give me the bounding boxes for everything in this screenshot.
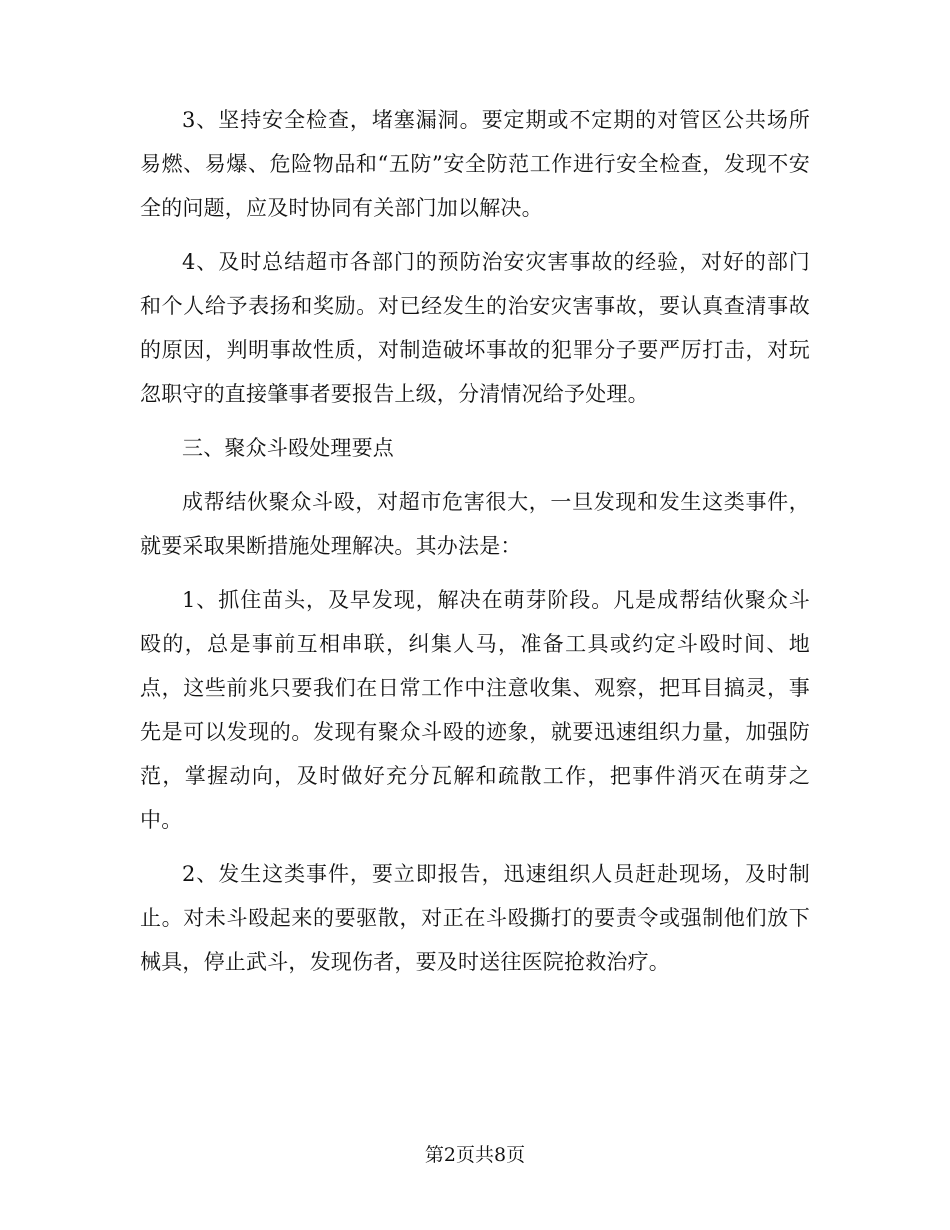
document-body <box>140 98 810 984</box>
paragraph-item-3: 3、坚持安全检查，堵塞漏洞。要定期或不定期的对管区公共场所易燃、易爆、危险物品和“五防”安全防范工作进行安全检查，发现不安全的问题，应及时协同有关部门加以解决。 <box>140 108 810 220</box>
paragraph-item-1: 1、抓住苗头，及早发现，解决在萌芽阶段。凡是成帮结伙聚众斗殴的，总是事前互相串联，纠集人马，准备工具或约定斗殴时间、地点，这些前兆只要我们在日常工作中注意收集、观察，把耳目搞灵，事先是可以发现的。发现有聚众斗殴的迹象，就要迅速组织力量，加强防范，掌握动向，及时做好充分瓦解和疏散工作，把事件消灭在萌芽之中。 <box>140 588 810 832</box>
paragraph-item-2: 2、发生这类事件，要立即报告，迅速组织人员赶赴现场，及时制止。对未斗殴起来的要驱散，对正在斗殴撕打的要责令或强制他们放下械具，停止武斗，发现伤者，要及时送往医院抢救治疗。 <box>140 862 810 974</box>
paragraph-item-4: 4、及时总结超市各部门的预防治安灾害事故的经验，对好的部门和个人给予表扬和奖励。对已经发生的治安灾害事故，要认真查清事故的原因，判明事故性质，对制造破坏事故的犯罪分子要严厉打击，对玩忽职守的直接肇事者要报告上级，分清情况给予处理。 <box>140 250 810 406</box>
page-footer: 第2页共8页 <box>424 1144 526 1166</box>
paragraph-intro: 成帮结伙聚众斗殴，对超市危害很大，一旦发现和发生这类事件，就要采取果断措施处理解决。其办法是： <box>140 490 810 558</box>
section-heading: 三、聚众斗殴处理要点 <box>182 436 394 460</box>
